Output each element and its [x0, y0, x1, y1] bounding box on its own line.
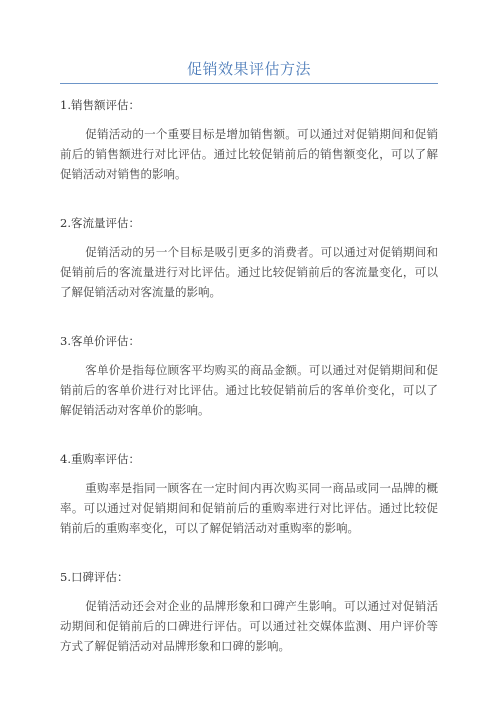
section-avg-order	[60, 331, 438, 420]
section-heading: 5.口碑评估：	[60, 570, 129, 584]
document-title: 促销效果评估方法	[186, 60, 311, 78]
section-paragraph: 促销活动的一个重要目标是增加销售额。可以通过对促销期间和促销前后的销售额进行对比评估。通过比较促销前后的销售额变化，可以了解促销活动对销售的影响。	[60, 127, 438, 181]
section-traffic	[60, 213, 438, 302]
title-underline	[60, 83, 438, 84]
section-sales	[60, 95, 438, 184]
section-heading: 4.重购率评估：	[60, 452, 140, 466]
section-paragraph: 重购率是指同一顾客在一定时间内再次购买同一商品或同一品牌的概率。可以通过对促销期间和促销前后的重购率进行对比评估。通过比较促销前后的重购率变化，可以了解促销活动对重购率的影响。	[60, 481, 438, 535]
section-heading: 2.客流量评估：	[60, 216, 140, 230]
section-heading: 1.销售额评估：	[60, 98, 140, 112]
section-paragraph: 促销活动还会对企业的品牌形象和口碑产生影响。可以通过对促销活动期间和促销前后的口碑进行评估。可以通过社交媒体监测、用户评价等方式了解促销活动对品牌形象和口碑的影响。	[60, 599, 438, 653]
section-heading: 3.客单价评估：	[60, 334, 140, 348]
section-paragraph: 客单价是指每位顾客平均购买的商品金额。可以通过对促销期间和促销前后的客单价进行对比评估。通过比较促销前后的客单价变化，可以了解促销活动对客单价的影响。	[60, 363, 438, 417]
section-repurchase	[60, 449, 438, 538]
section-reputation	[60, 567, 438, 656]
section-paragraph: 促销活动的另一个目标是吸引更多的消费者。可以通过对促销期间和促销前后的客流量进行对比评估。通过比较促销前后的客流量变化，可以了解促销活动对客流量的影响。	[60, 245, 438, 299]
